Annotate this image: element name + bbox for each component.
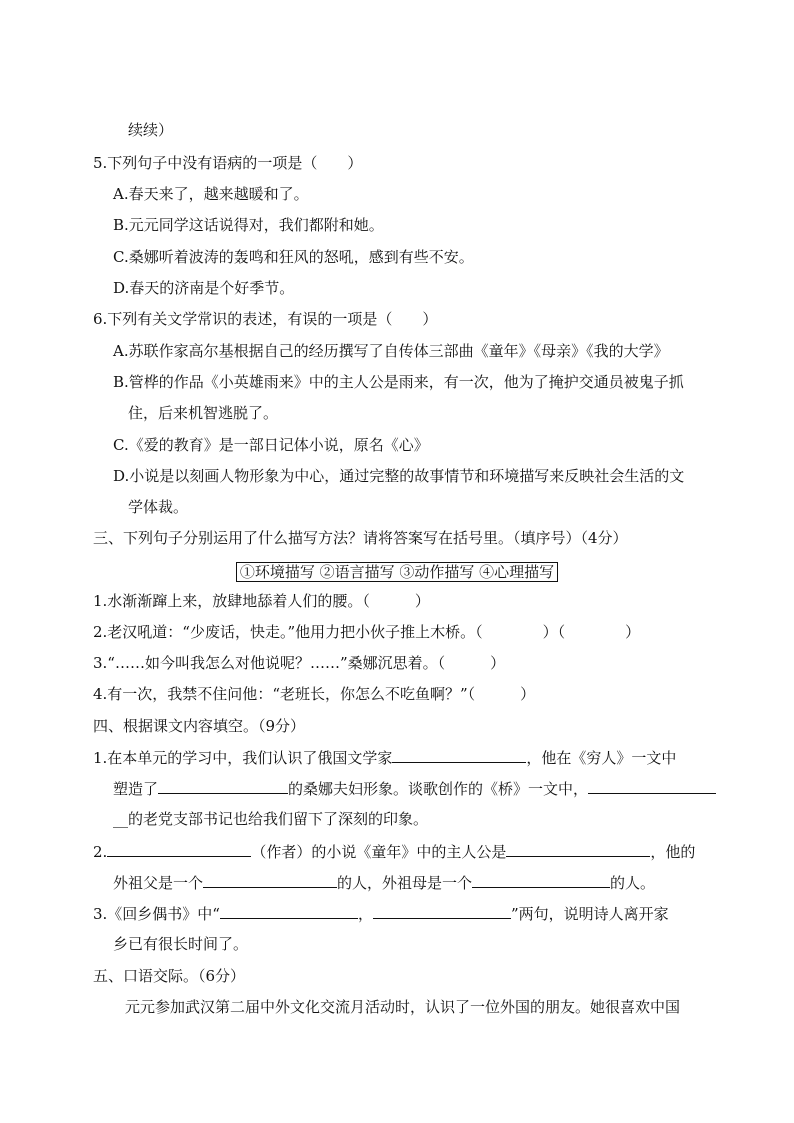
section3-item-1: 1.水渐渐蹿上来，放肆地舔着人们的腰。（ ） — [93, 592, 430, 610]
fill-blank[interactable] — [158, 777, 288, 794]
fill-blank[interactable] — [506, 840, 650, 857]
fill-text: 1.在本单元的学习中，我们认识了俄国文学家 — [93, 749, 393, 767]
fill-text: ”两句，说明诗人离开家 — [511, 905, 669, 923]
section3-item-2: 2.老汉吼道：“少废话，快走。”他用力把小伙子推上木桥。（ ）（ ） — [93, 623, 641, 641]
section4-item-2-line2 — [113, 871, 655, 894]
fill-blank[interactable] — [392, 746, 526, 763]
fill-text: 3.《回乡偶书》中“ — [93, 905, 220, 923]
fill-text: 的桑娜夫妇形象。谈歌创作的《桥》一文中， — [288, 780, 589, 798]
options-box: ①环境描写 ②语言描写 ③动作描写 ④心理描写 — [236, 562, 558, 582]
fill-text: 的人。 — [610, 874, 656, 892]
fill-blank[interactable] — [472, 871, 610, 888]
fill-text: ，他的 — [650, 843, 696, 861]
q5-option-a: A.春天来了，越来越暖和了。 — [113, 185, 309, 203]
fill-text: ，他在《穷人》一文中 — [526, 749, 677, 767]
q6-option-b-line1: B.管桦的作品《小英雄雨来》中的主人公是雨来，有一次，他为了掩护交通员被鬼子抓 — [113, 373, 684, 391]
section3-item-4: 4.有一次，我禁不住问他：“老班长，你怎么不吃鱼啊？”（ ） — [93, 685, 536, 703]
section3-options — [0, 561, 794, 583]
fill-text: 的人，外祖母是一个 — [337, 874, 473, 892]
section4-item-1-line3: __的老党支部书记也给我们留下了深刻的印象。 — [113, 810, 429, 828]
fill-blank[interactable] — [220, 902, 358, 919]
section4-item-3-line1 — [93, 902, 669, 925]
section4-item-1-line2 — [113, 777, 716, 800]
section4-title: 四、根据课文内容填空。（9分） — [93, 717, 306, 735]
q5-stem: 5.下列句子中没有语病的一项是（ ） — [93, 154, 363, 172]
q5-option-c: C.桑娜听着波涛的轰鸣和狂风的怒吼，感到有些不安。 — [113, 248, 474, 266]
fill-text: ， — [357, 905, 373, 923]
fill-text: 外祖父是一个 — [113, 874, 204, 892]
continuation-text: 续续） — [128, 121, 174, 139]
fill-blank[interactable] — [588, 777, 716, 794]
section5-title: 五、口语交际。（6分） — [93, 967, 246, 985]
section3-item-3: 3.“……如今叫我怎么对他说呢？……”桑娜沉思着。（ ） — [93, 654, 506, 672]
fill-text: 塑造了 — [113, 780, 159, 798]
section4-item-1-line1 — [93, 746, 676, 769]
section4-item-3-line2: 乡已有很长时间了。 — [113, 935, 249, 953]
q6-option-a: A.苏联作家高尔基根据自己的经历撰写了自传体三部曲《童年》《母亲》《我的大学》 — [113, 342, 669, 360]
fill-text: （作者）的小说《童年》中的主人公是 — [251, 843, 507, 861]
section5-paragraph: 元元参加武汉第二届中外文化交流月活动时，认识了一位外国的朋友。她很喜欢中国 — [125, 998, 681, 1016]
fill-blank[interactable] — [203, 871, 337, 888]
section3-title: 三、下列句子分别运用了什么描写方法？请将答案写在括号里。（填序号）（4分） — [93, 529, 628, 547]
fill-text: 2. — [93, 843, 108, 861]
section4-item-2-line1 — [93, 840, 695, 863]
q6-stem: 6.下列有关文学常识的表述，有误的一项是（ ） — [93, 310, 438, 328]
fill-blank[interactable] — [373, 902, 511, 919]
q6-option-b-line2: 住，后来机智逃脱了。 — [128, 404, 279, 422]
q5-option-b: B.元元同学这话说得对，我们都附和她。 — [113, 216, 384, 234]
q6-option-d-line2: 学体裁。 — [128, 498, 189, 516]
q6-option-c: C.《爱的教育》是一部日记体小说，原名《心》 — [113, 436, 429, 454]
q5-option-d: D.春天的济南是个好季节。 — [113, 279, 295, 297]
fill-blank[interactable] — [107, 840, 251, 857]
q6-option-d-line1: D.小说是以刻画人物形象为中心，通过完整的故事情节和环境描写来反映社会生活的文 — [113, 467, 685, 485]
